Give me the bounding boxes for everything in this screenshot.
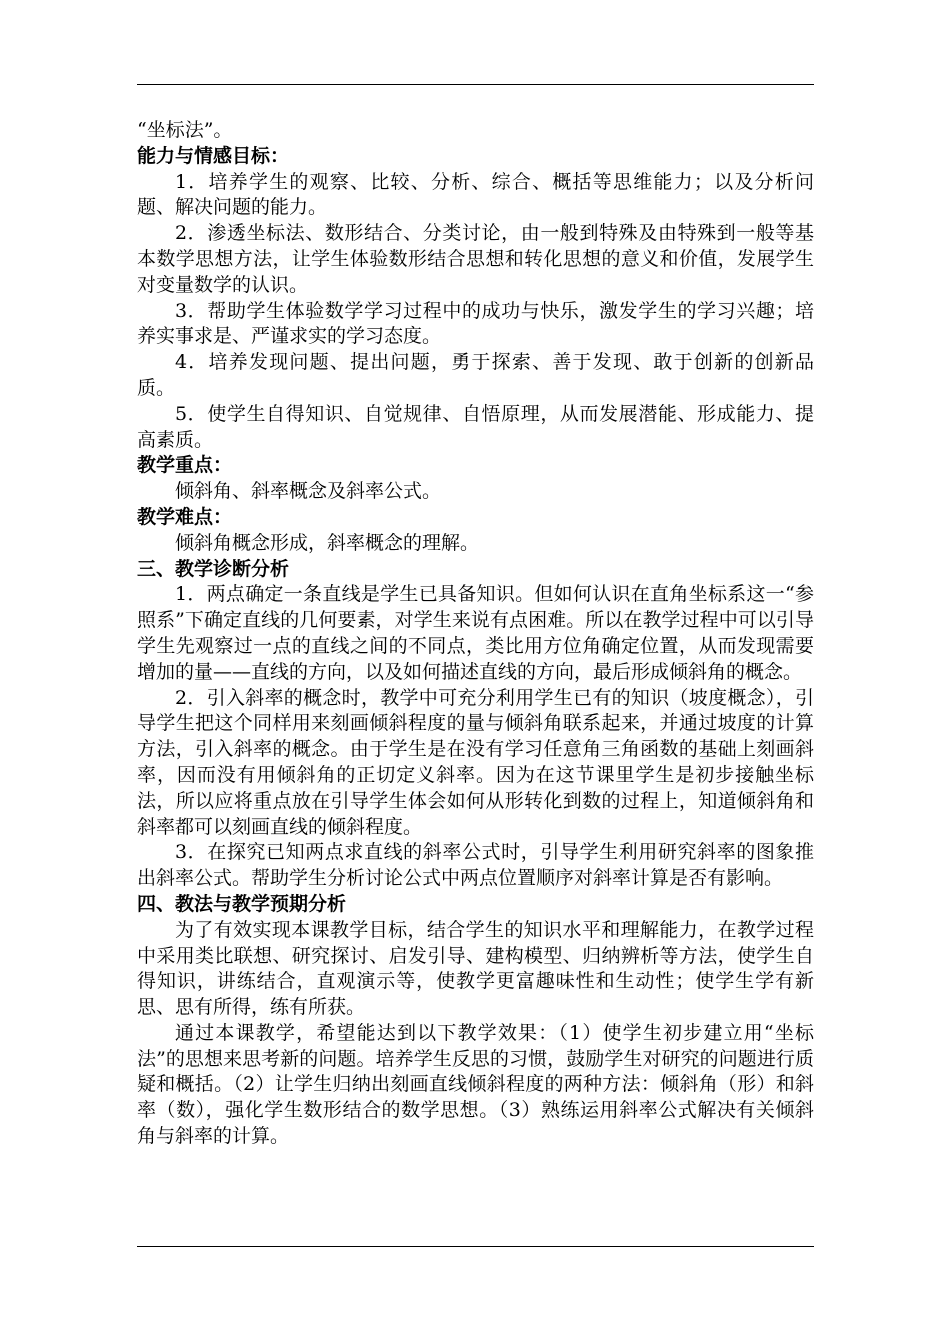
difficulty-text: 倾斜角概念形成，斜率概念的理解。 bbox=[175, 531, 480, 554]
document-body bbox=[137, 118, 814, 1150]
goal-item-3: 3．帮助学生体验数学学习过程中的成功与快乐，激发学生的学习兴趣；培养实事求是、严谨求实的学习态度。 bbox=[137, 299, 814, 348]
section3-item-1: 1．两点确定一条直线是学生已具备知识。但如何认识在直角坐标系这一“参照系”下确定直线的几何要素，对学生来说有点困难。所以在教学过程中可以引导学生先观察过一点的直线之间的不同点，类比用方位角确定位置，从而发现需要增加的量——直线的方向，以及如何描述直线的方向，最后形成倾斜角的概念。 bbox=[137, 583, 814, 683]
goals-heading: 能力与情感目标： bbox=[137, 144, 290, 167]
lead-line: “坐标法”。 bbox=[137, 119, 233, 141]
section4-paragraph-2: 通过本课教学，希望能达到以下教学效果：（1）使学生初步建立用“坐标法”的思想来思考新的问题。培养学生反思的习惯，鼓励学生对研究的问题进行质疑和概括。（2）让学生归纳出刻画直线倾斜程度的两种方法：倾斜角（形）和斜率（数），强化学生数形结合的数学思想。（3）熟练运用斜率公式解决有关倾斜角与斜率的计算。 bbox=[137, 1021, 814, 1148]
key-points-text: 倾斜角、斜率概念及斜率公式。 bbox=[175, 480, 442, 503]
section4-paragraph-1: 为了有效实现本课教学目标，结合学生的知识水平和理解能力，在教学过程中采用类比联想、研究探讨、启发引导、建构模型、归纳辨析等方法，使学生自得知识，讲练结合，直观演示等，使教学更富趣味性和生动性；使学生学有新思、思有所得，练有所获。 bbox=[137, 918, 814, 1019]
difficulty-heading: 教学难点： bbox=[137, 505, 233, 528]
section4-heading: 四、教法与教学预期分析 bbox=[137, 892, 347, 915]
header-rule bbox=[137, 84, 814, 85]
goal-item-5: 5．使学生自得知识、自觉规律、自悟原理，从而发展潜能、形成能力、提高素质。 bbox=[137, 402, 814, 451]
section3-item-2: 2．引入斜率的概念时，教学中可充分利用学生已有的知识（坡度概念），引导学生把这个同样用来刻画倾斜程度的量与倾斜角联系起来，并通过坡度的计算方法，引入斜率的概念。由于学生是在没有学习任意角三角函数的基础上刻画斜率，因而没有用倾斜角的正切定义斜率。因为在这节课里学生是初步接触坐标法，所以应将重点放在引导学生体会如何从形转化到数的过程上，知道倾斜角和斜率都可以刻画直线的倾斜程度。 bbox=[137, 686, 814, 838]
footer-rule bbox=[137, 1246, 814, 1247]
key-points-heading: 教学重点： bbox=[137, 454, 233, 477]
section3-heading: 三、教学诊断分析 bbox=[137, 557, 290, 580]
goal-item-2: 2．渗透坐标法、数形结合、分类讨论，由一般到特殊及由特殊到一般等基本数学思想方法，让学生体验数形结合思想和转化思想的意义和价值，发展学生对变量数学的认识。 bbox=[137, 222, 814, 296]
section3-item-3: 3．在探究已知两点求直线的斜率公式时，引导学生利用研究斜率的图象推出斜率公式。帮助学生分析讨论公式中两点位置顺序对斜率计算是否有影响。 bbox=[137, 841, 814, 890]
goal-item-4: 4．培养发现问题、提出问题，勇于探索、善于发现、敢于创新的创新品质。 bbox=[137, 351, 814, 399]
goal-item-1: 1．培养学生的观察、比较、分析、综合、概括等思维能力；以及分析问题、解决问题的能力。 bbox=[137, 170, 814, 219]
